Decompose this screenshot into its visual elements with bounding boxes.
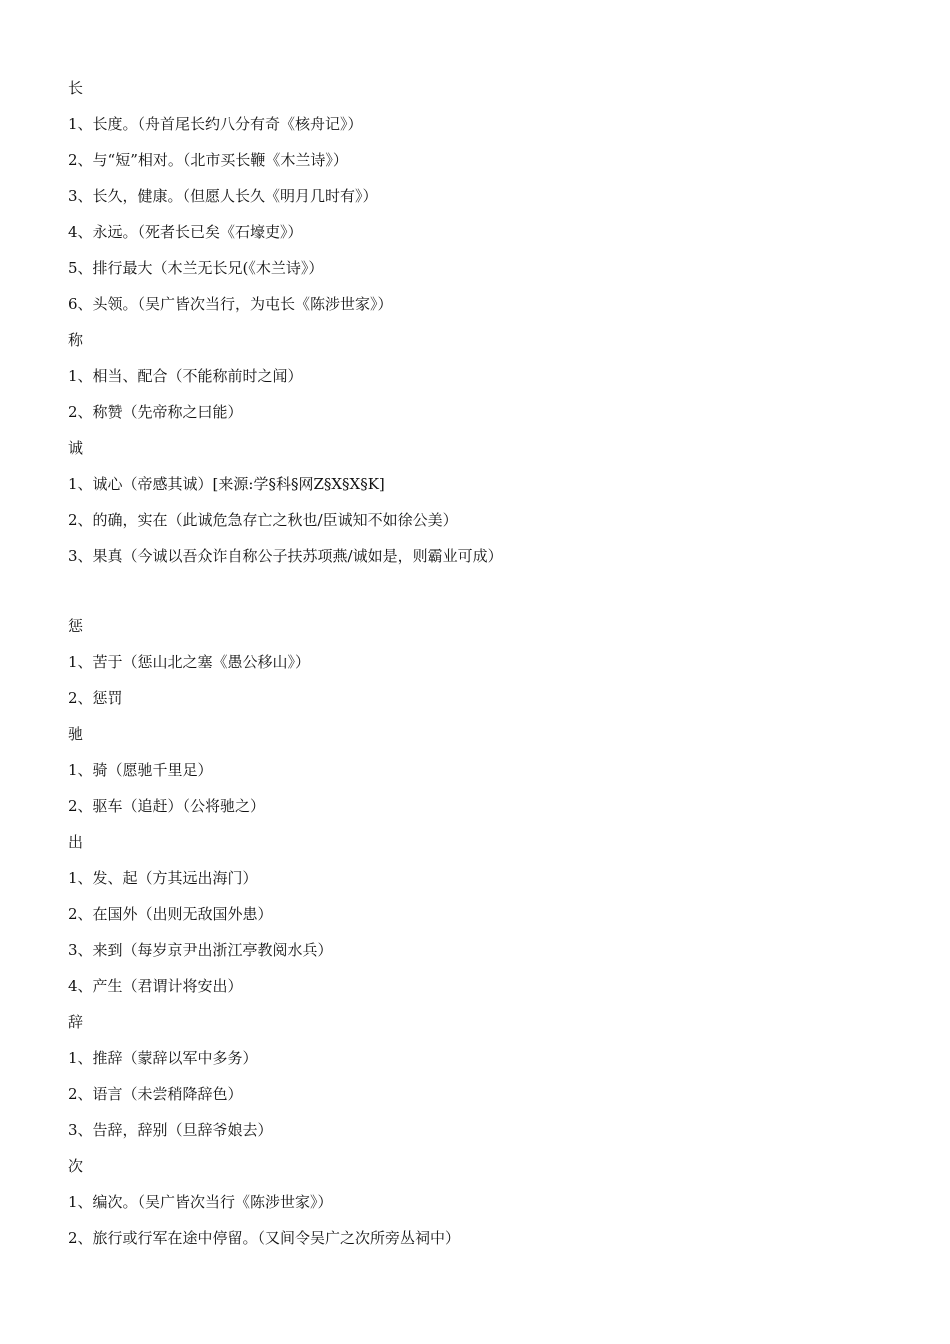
entry-list (68, 76, 908, 1262)
definition-line: 3、来到（每岁京尹出浙江亭教阅水兵） (68, 941, 333, 959)
definition-line: 2、语言（未尝稍降辞色） (68, 1085, 243, 1103)
definition-line: 1、诚心（帝感其诚）[来源:学§科§网Z§X§X§K] (68, 475, 385, 493)
section-spacer (68, 580, 908, 614)
definition-line: 4、产生（君谓计将安出） (68, 977, 243, 995)
definition-line: 1、相当、配合（不能称前时之闻） (68, 367, 303, 385)
definition-line: 3、告辞，辞别（旦辞爷娘去） (68, 1121, 273, 1139)
definition-line: 2、在国外（出则无敌国外患） (68, 905, 273, 923)
definition-line: 4、永远。（死者长已矣《石壕吏》） (68, 223, 303, 241)
definition-line: 1、推辞（蒙辞以军中多务） (68, 1049, 258, 1067)
definition-line: 1、骑（愿驰千里足） (68, 761, 213, 779)
definition-line: 6、头领。（吴广皆次当行，为屯长《陈涉世家》） (68, 295, 393, 313)
definition-line: 2、惩罚 (68, 689, 123, 707)
definition-line: 1、发、起（方其远出海门） (68, 869, 258, 887)
definition-line: 1、长度。（舟首尾长约八分有奇《核舟记》） (68, 115, 363, 133)
entry-heading: 称 (68, 331, 84, 349)
entry-heading: 诚 (68, 439, 84, 457)
definition-line: 2、称赞（先帝称之曰能） (68, 403, 243, 421)
entry-heading: 惩 (68, 617, 84, 635)
entry-heading: 长 (68, 79, 84, 97)
definition-line: 2、的确，实在（此诚危急存亡之秋也/臣诚知不如徐公美） (68, 511, 458, 529)
definition-line: 2、与“短”相对。（北市买长鞭《木兰诗》） (68, 151, 348, 169)
entry-heading: 辞 (68, 1013, 84, 1031)
definition-line: 5、排行最大（木兰无长兄(《木兰诗》） (68, 259, 324, 277)
definition-line: 3、果真（今诚以吾众诈自称公子扶苏项燕/诚如是，则霸业可成） (68, 547, 503, 565)
definition-line: 2、旅行或行军在途中停留。（又间令吴广之次所旁丛祠中） (68, 1229, 461, 1247)
definition-line: 1、苦于（惩山北之塞《愚公移山》） (68, 653, 311, 671)
definition-line: 1、编次。（吴广皆次当行《陈涉世家》） (68, 1193, 333, 1211)
entry-heading: 次 (68, 1157, 84, 1175)
definition-line: 3、长久，健康。（但愿人长久《明月几时有》） (68, 187, 378, 205)
entry-heading: 驰 (68, 725, 84, 743)
definition-line: 2、驱车（追赶）（公将驰之） (68, 797, 266, 815)
entry-heading: 出 (68, 833, 84, 851)
